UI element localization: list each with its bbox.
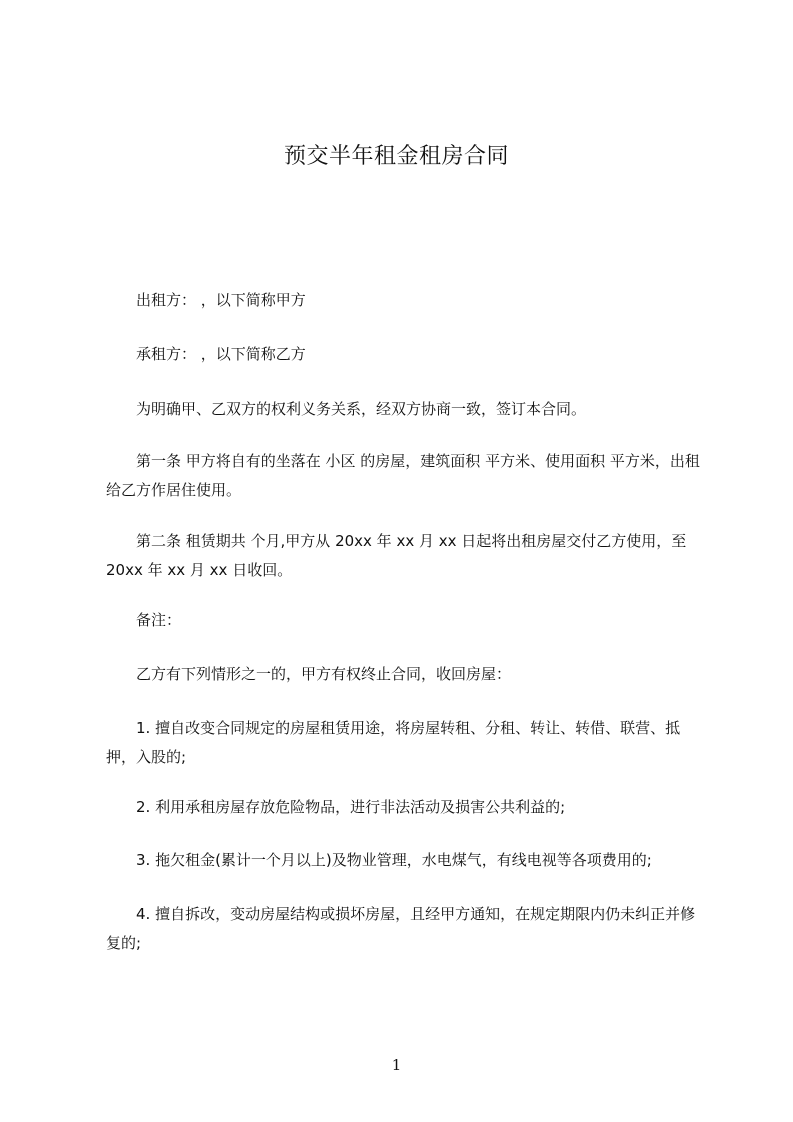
page-number: 1 xyxy=(391,1056,402,1074)
clause-2-paragraph: 2. 利用承租房屋存放危险物品，进行非法活动及损害公共利益的; xyxy=(136,798,566,816)
article-1-paragraph: 第一条 甲方将自有的坐落在 小区 的房屋，建筑面积 平方米、使用面积 平方米，出租给乙方作居住使用。 xyxy=(106,452,700,499)
clause-4-paragraph: 4. 擅自拆改，变动房屋结构或损坏房屋，且经甲方通知，在规定期限内仍未纠正并修复的; xyxy=(106,905,696,952)
clause-3-paragraph: 3. 拖欠租金(累计一个月以上)及物业管理，水电煤气，有线电视等各项费用的; xyxy=(136,851,652,869)
preamble-paragraph: 为明确甲、乙双方的权利义务关系，经双方协商一致，签订本合同。 xyxy=(136,400,587,418)
lessor-line: 出租方： ，以下简称甲方 xyxy=(136,291,306,309)
page-title: 预交半年租金租房合同 xyxy=(283,144,509,169)
remarks-heading: 备注： xyxy=(136,611,182,629)
article-2-paragraph: 第二条 租赁期共 个月,甲方从 20xx 年 xx 月 xx 日起将出租房屋交付乙方使用，至 20xx 年 xx 月 xx 日收回。 xyxy=(106,532,687,579)
lessee-line: 承租方： ，以下简称乙方 xyxy=(136,345,306,363)
termination-intro: 乙方有下列情形之一的，甲方有权终止合同，收回房屋： xyxy=(136,665,512,683)
clause-1-paragraph: 1. 擅自改变合同规定的房屋租赁用途，将房屋转租、分租、转让、转借、联营、抵押，入股的; xyxy=(106,719,681,766)
